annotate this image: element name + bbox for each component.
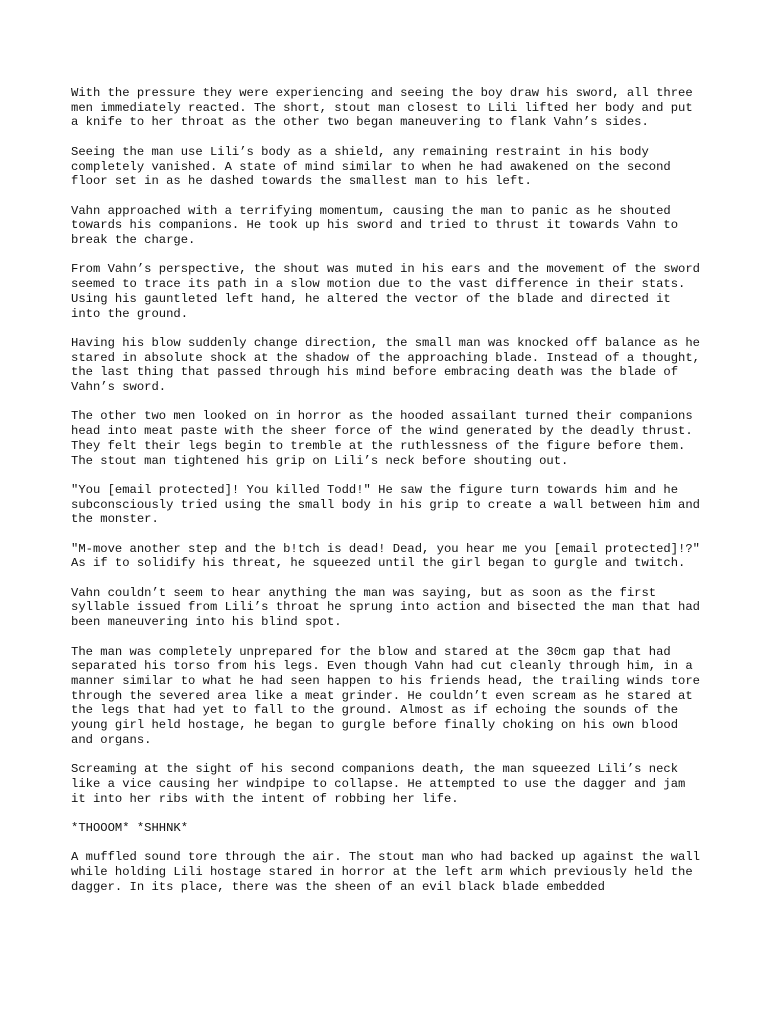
- paragraph-10: The man was completely unprepared for the blow and stared at the 30cm gap that had separated his torso from his legs. Even though Vahn had cut cleanly through him, in a manner similar to what he had seen happen to his friends head, the trailing winds tore through the severed area like a meat grinder. He couldn’t even scream as he stared at the legs that had yet to fall to the ground. Almost as if echoing the sounds of the young girl held hostage, he began to gurgle before finally choking on his own blood and organs.: [71, 644, 700, 747]
- paragraph-13: A muffled sound tore through the air. The stout man who had backed up against the wall while holding Lili hostage stared in horror at the left arm which previously held the dagger. In its place, there was the sheen of an evil black blade embedded: [71, 850, 700, 894]
- paragraph-6: The other two men looked on in horror as the hooded assailant turned their companions head into meat paste with the sheer force of the wind generated by the deadly thrust. They felt their legs begin to tremble at the ruthlessness of the figure before them. The stout man tightened his grip on Lili’s neck before shouting out.: [71, 409, 693, 468]
- paragraph-7: "You [email protected]! You killed Todd!" He saw the figure turn towards him and he subconsciously tried using the small body in his grip to create a wall between him and the monster.: [71, 482, 700, 527]
- paragraph-4: From Vahn’s perspective, the shout was muted in his ears and the movement of the sword seemed to trace its path in a slow motion due to the vast difference in their stats. Using his gauntleted left hand, he altered the vector of the blade and directed it into the ground.: [71, 262, 700, 321]
- document-page: [71, 86, 701, 894]
- paragraph-1: With the pressure they were experiencing and seeing the boy draw his sword, all three men immediately reacted. The short, stout man closest to Lili lifted her body and put a knife to her throat as the other two began maneuvering to flank Vahn’s sides.: [71, 86, 693, 130]
- paragraph-5: Having his blow suddenly change direction, the small man was knocked off balance as he stared in absolute shock at the shadow of the approaching blade. Instead of a thought, the last thing that passed through his mind before embracing death was the blade of Vahn’s sword.: [71, 335, 700, 394]
- paragraph-3: Vahn approached with a terrifying momentum, causing the man to panic as he shouted towards his companions. He took up his sword and tried to thrust it towards Vahn to break the charge.: [71, 203, 679, 247]
- paragraph-11: Screaming at the sight of his second companions death, the man squeezed Lili’s neck like a vice causing her windpipe to collapse. He attempted to use the dagger and jam it into her ribs with the intent of robbing her life.: [71, 762, 686, 806]
- paragraph-12: *THOOOM* *SHHNK*: [71, 820, 189, 835]
- paragraph-8: "M-move another step and the b!tch is dead! Dead, you hear me you [email protected]!?" As if to solidify his threat, he squeezed until the girl began to gurgle and twitch.: [71, 541, 700, 571]
- paragraph-9: Vahn couldn’t seem to hear anything the man was saying, but as soon as the first syllable issued from Lili’s throat he sprung into action and bisected the man that had been maneuvering into his blind spot.: [71, 585, 700, 630]
- paragraph-2: Seeing the man use Lili’s body as a shield, any remaining restraint in his body completely vanished. A state of mind similar to when he had awakened on the second floor set in as he dashed towards the smallest man to his left.: [71, 144, 671, 189]
